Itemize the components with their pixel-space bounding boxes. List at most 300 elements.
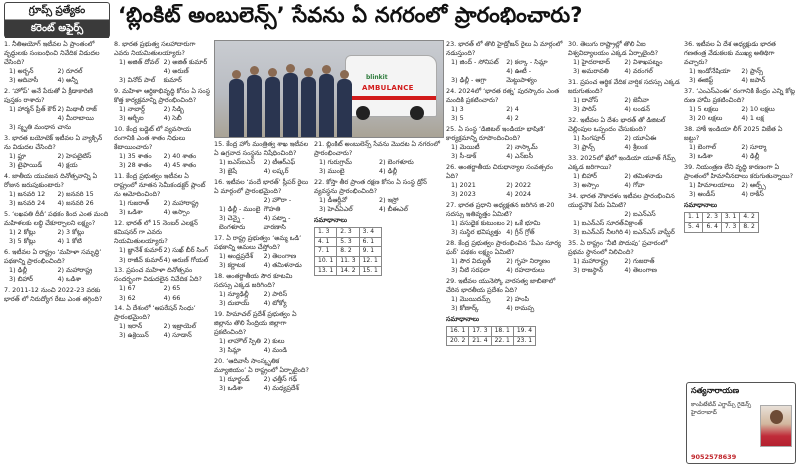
question-item (4, 87, 110, 132)
option-text: 3) చెన్నై - బెంగళూరు (219, 214, 246, 232)
column-4 (314, 140, 444, 280)
answer-cell: 3. 1 (721, 213, 739, 223)
answers-heading-b: సమాధానాలు (446, 315, 480, 324)
option-text: 1) గుజరాత్ (119, 199, 150, 208)
option-text: 4) తమిళనాడు (263, 261, 302, 270)
question-options (214, 196, 312, 232)
question-item (214, 140, 312, 176)
option-text: 3) అస్సాం (573, 181, 600, 190)
question-options (568, 58, 680, 76)
question-item (114, 304, 212, 340)
option-text: 2) 3 కోట్లు (57, 228, 85, 237)
question-text: 2. ‘హోప్’ అనే పేరుతో ఏ క్రీడాకారిణి పుస్తకం రాశారు? (4, 87, 93, 105)
answer-cell: 10. 1 (315, 256, 337, 266)
question-text: 24. 2024లో ‘భారత రత్న’ పురస్కారం ఎంత మందికి ప్రకటించారు? (446, 87, 560, 105)
answer-row (447, 327, 536, 337)
option-text: 3) ఒడిశా (119, 208, 143, 217)
column-2 (114, 40, 212, 464)
option-text: 3) ఒడిశా (219, 384, 243, 393)
question-text: 37. ‘ఎంఎస్ఎంఈ’ రంగానికి కేంద్రం ఎన్ని కోట్ల రుణ హామీ ప్రకటించింది? (684, 87, 796, 105)
question-item (314, 140, 444, 176)
answers-table-a (314, 227, 382, 276)
question-text: 8. భారత ప్రభుత్వ సలహాదారుగా ఎవరు నియమితులయ్యారు? (114, 40, 196, 58)
option-text: 4) అన్నీ (57, 76, 78, 85)
option-text: 1) ఢిల్లీ - ముంబై (219, 205, 261, 214)
option-text: 1) నాబార్డ్ (119, 105, 145, 114)
question-item (446, 201, 566, 237)
question-text: 11. కేంద్ర ప్రభుత్వం ఇటీవల ఏ రాష్ట్రంలో నూతన సెమీకండక్టర్ ప్లాంట్ ను ఆమోదించింది? (114, 172, 206, 199)
option-text: 2) రూరల్ (57, 67, 83, 76)
option-text: 1) ఢిల్లీ (9, 266, 28, 275)
question-text: 21. బ్లింకిట్ అంబులెన్స్ సేవను మొదట ఏ నగరంలో ప్రారంభించారు? (314, 140, 440, 158)
question-options (568, 210, 680, 237)
option-text: 3) 28 శాతం (119, 161, 152, 170)
option-text: 3) ఆదివాసీ (9, 76, 39, 85)
answer-cell: 6. 1 (359, 237, 381, 247)
question-options (214, 290, 312, 308)
option-text: 4) వరంగల్ (624, 67, 653, 76)
question-options (114, 246, 212, 264)
question-options (568, 172, 680, 190)
option-text: 1) మెయిటీ (451, 143, 480, 152)
option-text: 2) విశాఖపట్నం (624, 58, 663, 67)
question-item (568, 239, 680, 275)
question-options (214, 158, 312, 176)
news-photo (214, 40, 444, 138)
option-text: 1) జనవరి 12 (9, 190, 46, 199)
option-text: 4) మీరాబాయి చాను (57, 114, 94, 132)
option-text: 2) కల్కా - సిమ్లా (506, 58, 548, 67)
option-text: 4) 66 (163, 293, 181, 302)
answer-cell: 12. 1 (359, 256, 381, 266)
answer-cell: 19. 4 (513, 327, 535, 337)
option-text: 4) బీఈఎల్ (379, 205, 408, 214)
question-text: 12. భారత్ లో 15 నెంబర్ ఎలక్షన్ కమిషనర్ గా ఎవరు నియమితులయ్యారు? (114, 219, 198, 246)
option-text: 2) హెపటైటిస్ (57, 152, 92, 161)
question-options (114, 322, 212, 340)
option-text: 4) రహదారులు (506, 266, 545, 275)
question-item (114, 125, 212, 170)
answer-row (315, 228, 382, 238)
option-text: 4) పట్నా - వారణాసి (263, 214, 291, 232)
option-text: 2) యూఏఈ (624, 134, 657, 143)
question-item (446, 40, 566, 85)
ambulance-image (345, 55, 437, 117)
option-text: 1) మహారాష్ట్ర (573, 257, 608, 266)
answer-cell: 21. 4 (469, 336, 491, 346)
column-7-questions (684, 40, 798, 199)
option-text: 3) 2023 (451, 190, 476, 199)
option-text: 1) లాహౌల్ స్పితి (219, 337, 261, 346)
section-tag (4, 2, 110, 38)
question-options (684, 181, 798, 199)
question-text: 10. కేంద్ర బడ్జెట్ లో వ్యవసాయ రంగానికి ఎంత శాతం నిధులు కేటాయించారు? (114, 125, 192, 152)
question-options (114, 152, 212, 170)
option-text: 1) సింగపూర్ (573, 134, 606, 143)
question-options (684, 67, 798, 85)
option-text: 3) 5 కోట్లు (9, 237, 36, 246)
option-text: 2) పారిస్ (263, 290, 288, 299)
option-text: 3) ఈజిప్ట్ (689, 76, 714, 85)
question-options (446, 219, 566, 237)
option-text: 4) మధ్యప్రదేశ్ (263, 384, 299, 393)
option-text: 2) ఆల్ప్స్ (741, 181, 766, 190)
question-text: 26. అంతర్జాతీయ చిరుధాన్యాల సంవత్సరం ఏది? (446, 163, 553, 181)
question-item (568, 40, 680, 76)
answer-cell: 1. 3 (315, 228, 337, 238)
question-text: 39. నియంత్రణ లేని వృద్ధి కారణంగా ఏ ప్రాంతంలో హిమానీనదాలు కరుగుతున్నాయి? (684, 163, 794, 181)
option-text: 4) 2024 (506, 190, 532, 199)
question-item (114, 40, 212, 85)
answer-cell: 1. 1 (685, 213, 703, 223)
option-text: 4) రామప్ప (506, 304, 535, 313)
option-text: 4) రాకీస్ (741, 190, 764, 199)
column-3 (214, 140, 312, 464)
question-text: 28. కేంద్ర ప్రభుత్వం ప్రారంభించిన ‘పీఎం సూర్య ఘర్’ పథకం లక్ష్యం ఏమిటి? (446, 238, 561, 257)
answer-row (447, 336, 536, 346)
answer-cell: 8. 2 (740, 222, 758, 232)
ambulance-text: AMBULANCE (362, 84, 414, 92)
option-text: 3) రాజీవ్ కుమార్ (119, 255, 163, 264)
answer-cell: 7. 3 (721, 222, 739, 232)
question-text: 34. భారత నౌకాదళం ఇటీవల ప్రారంభించిన యుద్ధనౌక పేరు ఏమిటి? (568, 191, 675, 209)
answer-cell: 6. 4 (703, 222, 721, 232)
person-figure (319, 74, 334, 137)
question-item (4, 172, 110, 208)
answer-row (685, 222, 759, 232)
option-text: 1) ఐఎన్ఎస్ సూరత్ (573, 219, 624, 228)
option-text: 3) 62 (119, 293, 136, 302)
question-item (568, 192, 680, 237)
question-item (446, 87, 566, 123)
option-text: 4) 1 లక్ష (741, 114, 764, 123)
question-options (114, 58, 212, 85)
ambulance-brand: blinkit (366, 74, 388, 81)
question-item (214, 272, 312, 308)
question-options (314, 158, 444, 176)
option-text: 2) బెంగళూరు (379, 158, 414, 167)
option-text: 1) వసుధైక కుటుంబం (451, 219, 505, 228)
question-item (4, 286, 110, 304)
answer-cell: 2. 3 (337, 228, 359, 238)
option-text: 2) 65 (163, 284, 181, 293)
author-phone: 9052578639 (691, 453, 737, 461)
question-item (684, 40, 798, 85)
question-text: 36. ఇటీవల ఏ దేశ అధ్యక్షుడు భారత గణతంత్ర వేడుకలకు ముఖ్య అతిథిగా వచ్చారు? (684, 40, 776, 67)
question-text: 30. తెలుగు రాష్ట్రాల్లో తొలి ఏఐ విశ్వవిద్యాలయం ఎక్కడ ఏర్పాటైంది? (568, 40, 659, 58)
answer-cell: 4. 1 (315, 237, 337, 247)
question-item (114, 87, 212, 123)
option-text: 3) 20 లక్షలు (689, 114, 723, 123)
question-options (568, 257, 680, 275)
option-text: 3) సుస్థిర భవిష్యత్తు (451, 228, 501, 237)
option-text: 1) 67 (119, 284, 136, 293)
option-text: 3) టైఫాయిడ్ (9, 161, 43, 170)
option-text: 4) ఐఎన్ఎస్ వాఘ్షీర్ (624, 228, 675, 237)
answers-table-b (446, 326, 536, 346)
option-text: 3) ఆండీస్ (689, 190, 716, 199)
option-text: 1) బెంగాల్ (689, 143, 717, 152)
option-text: 3) జైషే (219, 167, 237, 176)
question-options (568, 134, 680, 152)
option-text: 3) పారిస్ (573, 105, 597, 114)
answer-cell: 7. 1 (315, 247, 337, 257)
question-options (684, 143, 798, 161)
question-text: 13. ప్రపంచ మహిళా దినోత్సవం సందర్భంగా విడుదలైన నివేదిక ఏది? (114, 266, 202, 284)
option-text: 2) హంపి (506, 295, 530, 304)
answer-cell: 8. 2 (337, 247, 359, 257)
option-text: 2) ఐఎన్ఎస్ విక్రాంత్ (624, 210, 656, 228)
option-text: 2) టీఆర్ఎఫ్ (263, 158, 296, 167)
column-7 (684, 40, 798, 376)
option-text: 4) ఒడిశా (57, 275, 82, 284)
option-text: 3) ఢిల్లీ - ఆగ్రా (451, 76, 487, 85)
question-options (4, 190, 110, 208)
question-text: 14. ఏ దేశంలో ‘ఆపరేషన్ సింధు’ ప్రారంభమైంది? (114, 304, 196, 322)
answer-cell: 2. 3 (703, 213, 721, 223)
option-text: 2) తెలంగాణ (263, 252, 297, 261)
option-text: 4) జపాన్ (741, 76, 766, 85)
option-text: 2) హౌరా - గౌహతి (263, 196, 292, 214)
option-text: 4) 2 (506, 114, 519, 123)
option-text: 1) 2021 (451, 181, 476, 190)
question-item (4, 210, 110, 246)
option-text: 4) లష్కర్ (263, 167, 289, 176)
option-text: 4) అరుణ్ కుమార్ (163, 67, 189, 85)
question-options (114, 284, 212, 302)
option-text: 3) ఫ్రాన్స్ (573, 143, 595, 152)
option-text: 3) సిమ్లా (219, 346, 241, 355)
option-text: 1) 5 లక్షలు (689, 105, 719, 114)
option-text: 2) గృహ నిర్మాణం (506, 257, 551, 266)
question-options (214, 337, 312, 355)
question-options (4, 105, 110, 132)
section-tag-top: గ్రూప్స్ ప్రత్యేకం (5, 3, 109, 20)
option-text: 2) అజిత్ కుమార్ (163, 58, 208, 67)
question-options (568, 96, 680, 114)
question-item (314, 178, 444, 214)
option-text: 2) సుఖ్ బీర్ సింగ్ (163, 246, 208, 255)
option-text: 1) మొయిదమ్స్ (451, 295, 491, 304)
answer-row (315, 266, 382, 276)
option-text: 1) ఫ్లూ (9, 152, 26, 161)
question-options (446, 295, 566, 313)
answer-row (685, 213, 759, 223)
question-item (446, 163, 566, 199)
option-text: 3) కర్ణాటక (219, 261, 246, 270)
option-text: 2) జెనీవా (624, 96, 649, 105)
author-role: కాంపిటేటివ్ ఎగ్జామ్స్ గైడెన్స్ హైదరాబాద్ (691, 402, 752, 417)
question-options (4, 152, 110, 170)
question-text: 20. ‘ఆదివాసీ సాంస్కృతిక మ్యూజియం’ ఏ రాష్ట్రంలో ఏర్పాటైంది? (214, 357, 309, 375)
question-item (4, 134, 110, 170)
person-figure (337, 79, 352, 137)
question-options (446, 181, 566, 199)
question-text: 38. హాకీ ఇండియా లీగ్ 2025 విజేత ఏ జట్టు? (684, 125, 783, 143)
question-text: 22. కోస్తా తీర ప్రాంత రక్షణ కోసం ఏ సంస్థ డ్రోన్ వ్యవస్థను ప్రారంభించింది? (314, 177, 427, 196)
option-text: 1) హార్మన్ ప్రీత్ కౌర్ (9, 105, 57, 114)
question-item (684, 87, 798, 123)
column-4-questions (314, 140, 444, 214)
question-item (446, 277, 566, 313)
option-text: 4) గ్రీన్ గ్రోత్ (506, 228, 535, 237)
option-text: 2) ఫ్రాన్స్ (741, 67, 764, 76)
question-options (446, 58, 566, 85)
option-text: 2) సూర్మా (741, 143, 767, 152)
option-text: 2) 10 లక్షలు (741, 105, 775, 114)
option-text: 4) తెలంగాణ (624, 266, 657, 275)
option-text: 2) కులు (263, 337, 285, 346)
option-text: 1) జింద్ - సోనిపట్ (451, 58, 499, 67)
question-item (214, 234, 312, 270)
question-item (214, 357, 312, 393)
question-text: 35. ఏ రాష్ట్రం ‘నీటి పొదుపు’ ప్రచారంలో ప్రథమ స్థానంలో నిలిచింది? (568, 238, 668, 257)
answer-cell: 5. 3 (337, 237, 359, 247)
option-text: 1) ఇరాన్ (119, 322, 143, 331)
question-options (446, 105, 566, 123)
question-item (4, 40, 110, 85)
option-text: 1) హిమాలయాలు (689, 181, 735, 190)
option-text: 4) జనవరి 26 (57, 199, 94, 208)
answer-row (315, 247, 382, 257)
option-text: 2) మహారాష్ట్ర (57, 266, 93, 275)
option-text: 1) బిహార్ (573, 172, 597, 181)
answer-cell: 17. 3 (469, 327, 491, 337)
answer-row (315, 256, 382, 266)
answers-table-c (684, 212, 759, 232)
option-text: 4) 1 కోటి (57, 237, 82, 246)
option-text: 3) రాజస్థాన్ (573, 266, 604, 275)
option-text: 4) 45 శాతం (163, 161, 197, 170)
question-item (446, 125, 566, 161)
option-text: 3) ఆర్బీఐ (119, 114, 144, 123)
question-text: 4. జాతీయ యువజన దినోత్సవాన్ని ఏ రోజున జరుపుకుంటారు? (4, 172, 98, 190)
answer-cell: 22. 1 (491, 336, 513, 346)
option-text: 4) అరుణ్ గోయల్ (163, 255, 209, 264)
question-text: 33. 2025లో ఖేలో ఇండియా యూత్ గేమ్స్ ఎక్కడ జరిగాయి? (568, 153, 676, 171)
option-text: 2) సిడ్బి (163, 105, 184, 114)
question-options (4, 67, 110, 85)
option-text: 1) డీఆర్డీవో (319, 196, 348, 205)
option-text: 2) 40 శాతం (163, 152, 197, 161)
option-text: 1) 2 కోట్లు (9, 228, 36, 237)
question-options (4, 266, 110, 284)
option-text: 1) దావోస్ (573, 96, 599, 105)
option-text: 2) ఇస్రో (379, 196, 399, 205)
wheel-icon (410, 106, 424, 120)
question-item (214, 178, 312, 233)
option-text: 1) ఇండోనేషియా (689, 67, 731, 76)
question-item (114, 172, 212, 217)
answer-cell: 14. 2 (337, 266, 359, 276)
answer-cell: 13. 1 (315, 266, 337, 276)
question-text: 31. ప్రపంచ ఆర్థిక వేదిక వార్షిక సదస్సు ఎక్కడ జరుగుతుంది? (568, 77, 680, 96)
question-options (314, 196, 444, 214)
question-text: 7. 2011-12 నుంచి 2022-23 వరకు భారత్ లో నిరుద్యోగ రేటు ఎంత తగ్గింది? (4, 286, 103, 304)
option-text: 1) న్యూఢిల్లీ (219, 290, 249, 299)
answer-row (315, 237, 382, 247)
question-options (114, 105, 212, 123)
ambulance-stripe (346, 96, 436, 100)
option-text: 3) వినోద్ పాల్ (119, 76, 156, 85)
option-text: 1) హైదరాబాద్ (573, 58, 611, 67)
option-text: 1) అజిత్ దోవల్ (119, 58, 159, 67)
option-text: 1) ఆంధ్రప్రదేశ్ (219, 252, 254, 261)
section-tag-bottom: కరెంట్ అఫైర్స్ (5, 20, 109, 38)
option-text: 3) 5 (451, 114, 464, 123)
question-options (446, 257, 566, 275)
option-text: 3) స్మృతి మంధాన (9, 123, 56, 132)
answers-heading-c: సమాధానాలు (684, 201, 718, 210)
person-figure (283, 73, 298, 137)
option-text: 3) ఒడిశా (689, 152, 713, 161)
option-text: 2) 2022 (506, 181, 532, 190)
option-text: 3) ఐఎన్ఎస్ నీలగిరి (573, 228, 623, 237)
question-text: 29. ఇటీవల యునెస్కో వారసత్వ జాబితాలో చేరిన భారతీయ ప్రదేశం ఏది? (446, 276, 556, 294)
person-figure (301, 77, 316, 137)
answer-cell: 16. 1 (447, 327, 469, 337)
person-figure (247, 75, 262, 137)
answer-cell: 3. 4 (359, 228, 381, 238)
option-text: 1) ఐఎస్ఐఎస్ (219, 158, 255, 167)
column-1 (4, 40, 110, 464)
option-text: 3) ముంబై (319, 167, 345, 176)
option-text: 1) అర్బన్ (9, 67, 34, 76)
question-text: 1. నీతిఆయోగ్ ఇటీవల ఏ ప్రాంతంలో వృద్ధులకు సంబంధించి నివేదిక విడుదల చేసింది? (4, 40, 100, 67)
option-text: 2) ఒకే భూమి (506, 219, 541, 228)
question-text: 25. ఏ సంస్థ ‘డిజిటల్ ఇండియా భాషిణి’ కార్యక్రమాన్ని రూపొందించింది? (446, 125, 546, 143)
option-text: 4) క్షయ (57, 161, 78, 170)
option-text: 4) ఢిల్లీ (741, 152, 760, 161)
option-text: 1) జ్ఞానేశ్ కుమార్ (119, 246, 163, 255)
option-text: 1) సౌర విద్యుత్ (451, 257, 492, 266)
question-options (214, 252, 312, 270)
author-photo (760, 405, 792, 447)
option-text: 3) నీటి సరఫరా (451, 266, 490, 275)
answers-heading: సమాధానాలు (314, 216, 348, 225)
option-text: 1) ఝార్ఖండ్ (219, 375, 250, 384)
question-item (568, 78, 680, 114)
option-text: 4) ఢిల్లీ (379, 167, 398, 176)
option-text: 3) జనవరి 24 (9, 199, 46, 208)
question-text: 27. భారత ప్రధాని అధ్యక్షతన జరిగిన జి-20 సదస్సు ఇతివృత్తం ఏమిటి? (446, 200, 555, 219)
question-text: 17. ఏ రాష్ట్ర ప్రభుత్వం ‘అమ్మ ఒడి’ పథకాన్ని అమలు చేస్తోంది? (214, 234, 302, 252)
author-box (686, 382, 796, 464)
question-item (214, 310, 312, 355)
question-item (684, 163, 798, 199)
question-text: 15. కేంద్ర హోం మంత్రిత్వ శాఖ ఇటీవల ఏ ఉగ్రవాద సంస్థను నిషేధించింది? (214, 140, 309, 158)
question-item (4, 248, 110, 284)
wheel-icon (356, 106, 370, 120)
option-text: 3) ఉక్రెయిన్ (119, 331, 149, 340)
option-text: 4) అస్సాం (163, 208, 190, 217)
author-name: సత్యనారాయణ (691, 386, 740, 395)
option-text: 4) సెబీ (163, 114, 182, 123)
option-text: 2) మిథాలీ రాజ్ (57, 105, 97, 114)
option-text: 1) 35 శాతం (119, 152, 152, 161)
answer-cell: 15. 1 (359, 266, 381, 276)
option-text: 3) సీ-డాక్ (451, 152, 477, 161)
option-text: 2) ఛత్తీస్ గఢ్ (263, 375, 298, 384)
question-text: 9. మహిళా ఆర్థికాభివృద్ధి కోసం ఏ సంస్థ కొత్త కార్యక్రమాన్ని ప్రారంభించింది? (114, 87, 211, 105)
option-text: 4) మండి (263, 346, 287, 355)
question-item (114, 219, 212, 264)
option-text: 2) 4 (506, 105, 519, 114)
person-figure (265, 77, 280, 137)
option-text: 4) ఊటీ - మెట్టుపాళ్యం (506, 67, 537, 85)
column-6 (568, 40, 680, 464)
option-text: 4) శ్రీలంక (624, 143, 648, 152)
